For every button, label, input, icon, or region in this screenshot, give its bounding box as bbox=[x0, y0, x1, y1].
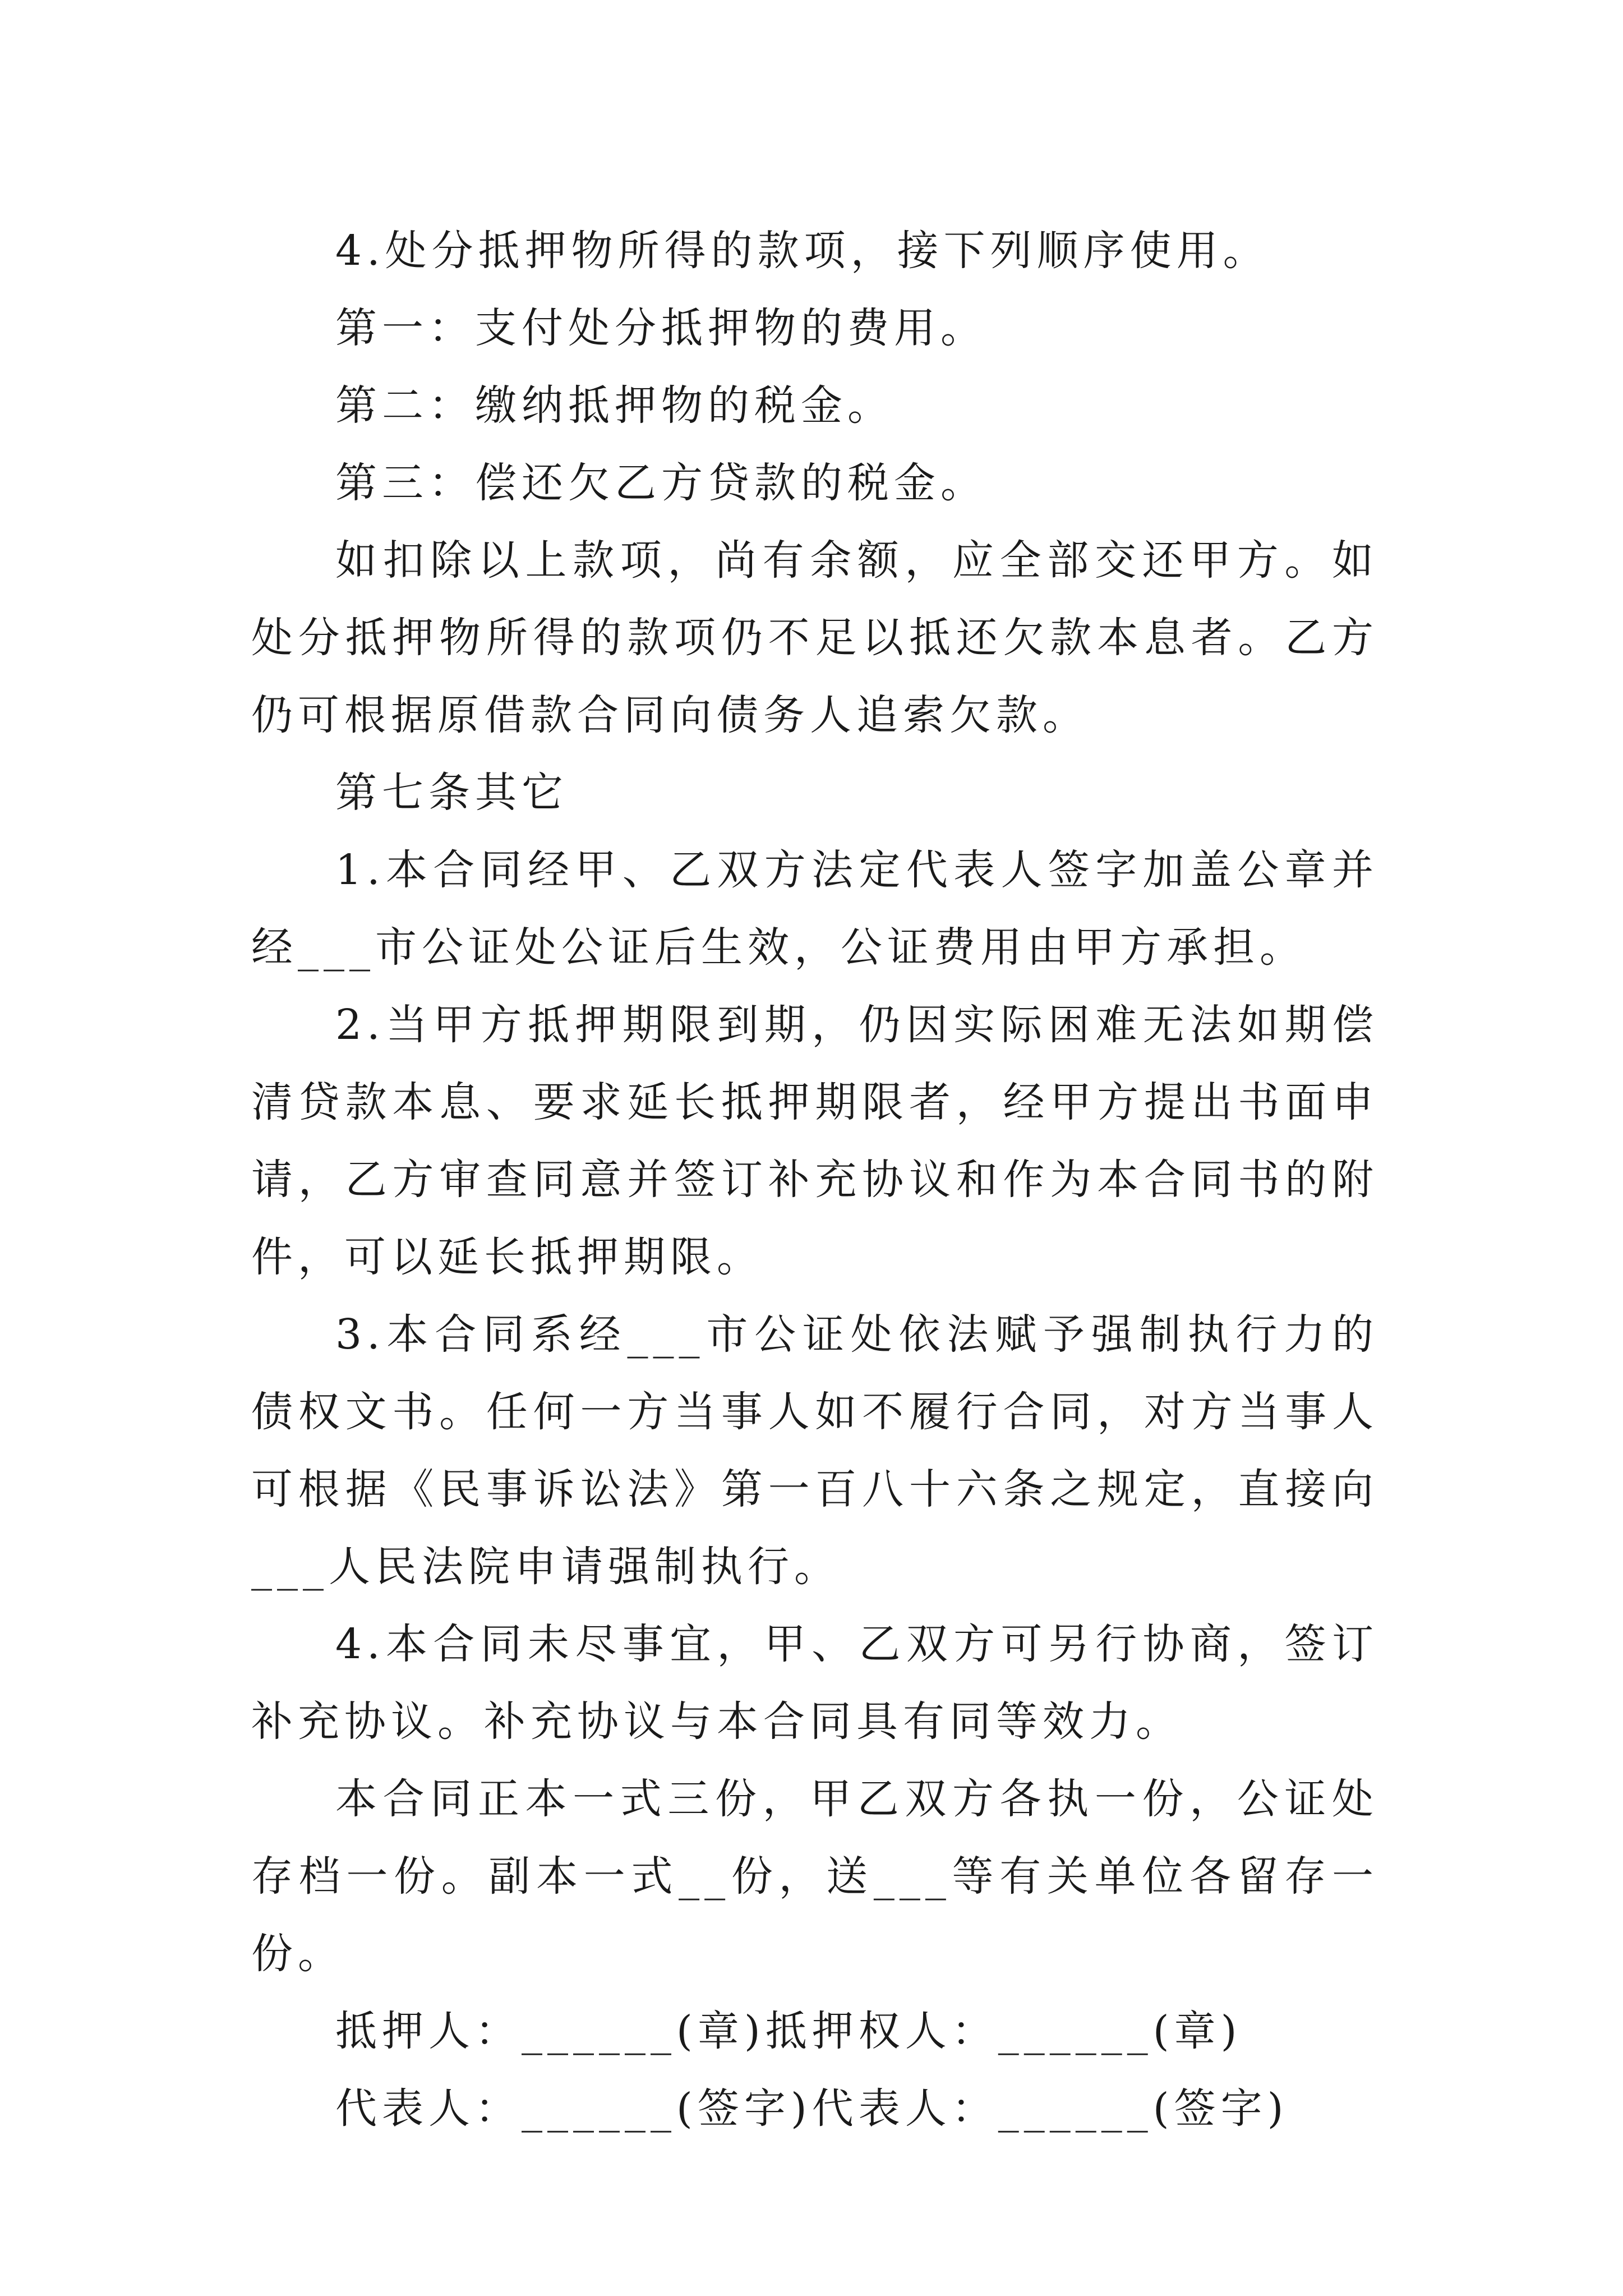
paragraph-first: 第一：支付处分抵押物的费用。 bbox=[335, 304, 987, 352]
paragraph-balance: 如扣除以上款项，尚有余额，应全部交还甲方。如处分抵押物所得的款项仍不足以抵还欠款本息者。乙方仍可根据原借款合同向债务人追索欠款。 bbox=[251, 536, 1378, 739]
section-heading-article-7: 第七条其它 bbox=[335, 769, 568, 817]
clause-3: 3.本合同系经___市公证处依法赋予强制执行力的债权文书。任何一方当事人如不履行合同，对方当事人可根据《民事诉讼法》第一百八十六条之规定，直接向___人民法院申请强制执行。 bbox=[251, 1310, 1378, 1591]
paragraph-second: 第二：缴纳抵押物的税金。 bbox=[335, 381, 894, 430]
clause-1: 1.本合同经甲、乙双方法定代表人签字加盖公章并经___市公证处公证后生效，公证费用由甲方承担。 bbox=[251, 846, 1378, 972]
clause-4: 4.本合同未尽事宜，甲、乙双方可另行协商，签订补充协议。补充协议与本合同具有同等效力。 bbox=[251, 1620, 1378, 1746]
signature-line-mortgagor: 抵押人：______(章)抵押权人：______(章) bbox=[335, 2007, 1242, 2055]
paragraph-disposal-order: 4.处分抵押物所得的款项，接下列顺序使用。 bbox=[335, 227, 1270, 275]
clause-2: 2.当甲方抵押期限到期，仍因实际困难无法如期偿清贷款本息、要求延长抵押期限者，经甲方提出书面申请，乙方审查同意并签订补充协议和作为本合同书的附件，可以延长抵押期限。 bbox=[251, 1001, 1378, 1281]
signature-line-representative: 代表人：______(签字)代表人：______(签字) bbox=[335, 2085, 1289, 2133]
paragraph-third: 第三：偿还欠乙方贷款的税金。 bbox=[335, 459, 987, 507]
paragraph-copies: 本合同正本一式三份，甲乙双方各执一份，公证处存档一份。副本一式__份，送___等有关单位各留存一份。 bbox=[251, 1775, 1378, 1978]
document-body bbox=[251, 212, 1378, 2147]
